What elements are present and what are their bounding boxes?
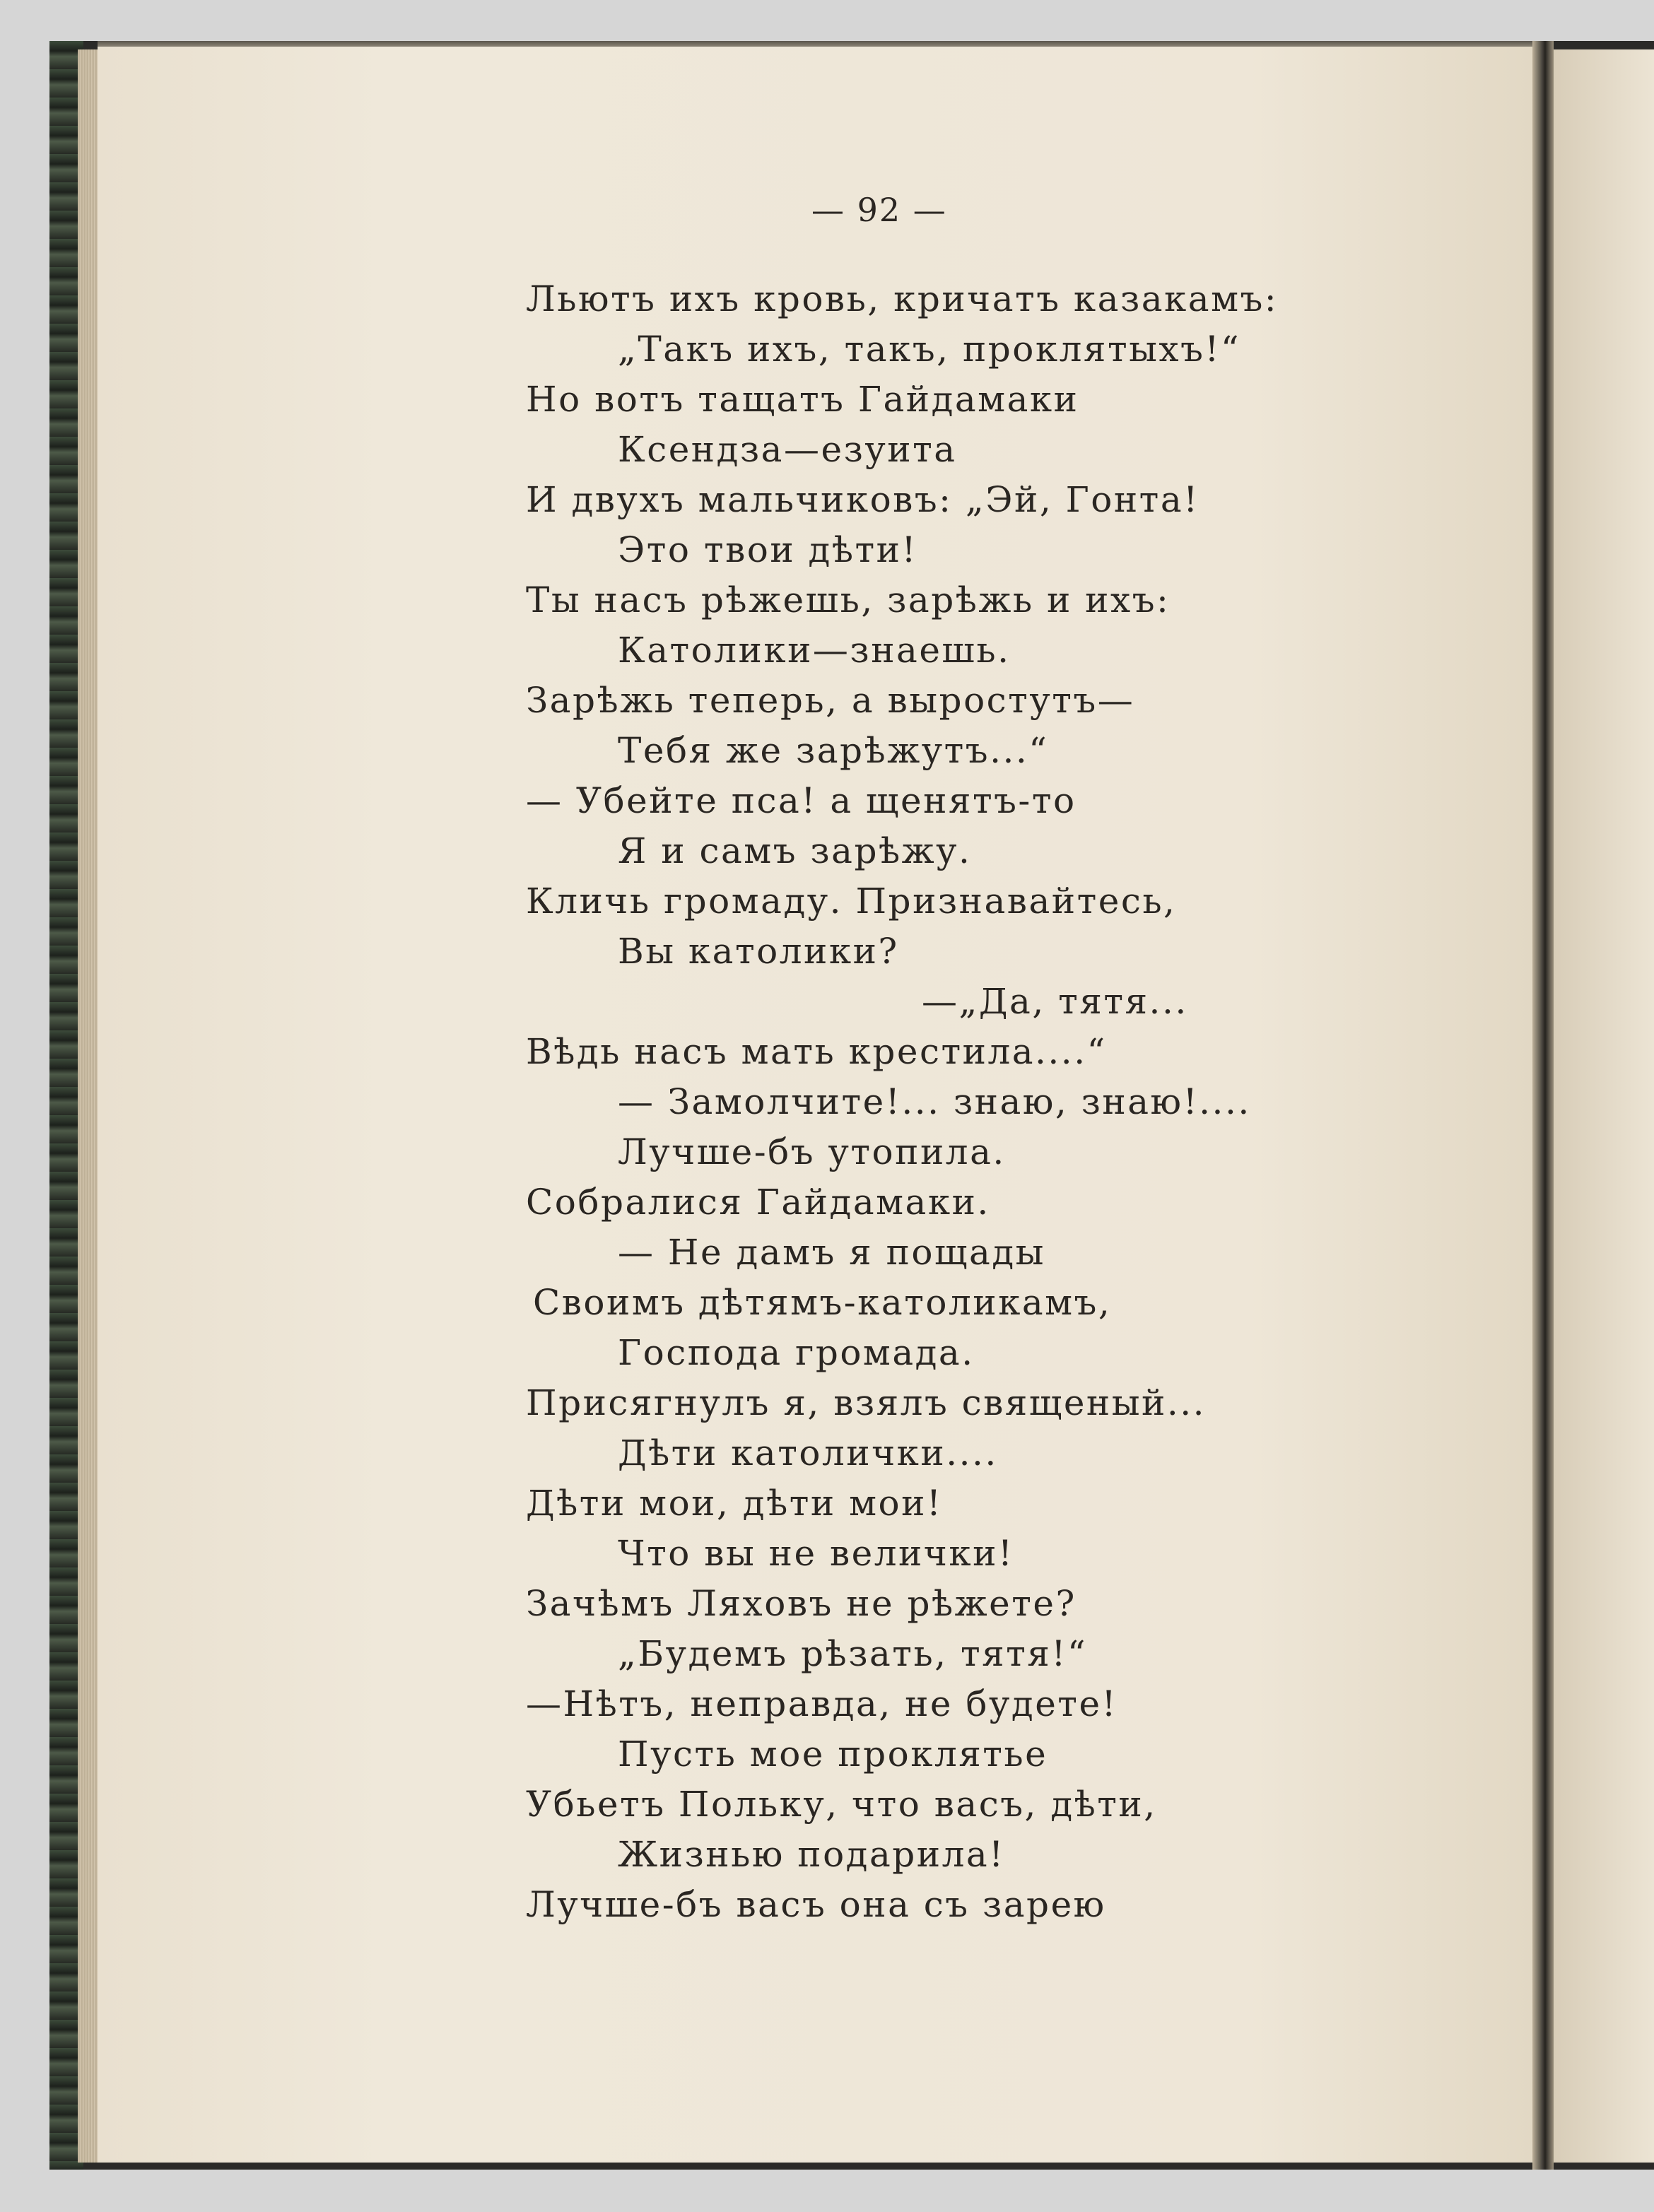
poem-line: „Такъ ихъ, такъ, проклятыхъ!“	[618, 329, 1241, 370]
poem-line: Пусть мое проклятье	[618, 1734, 1048, 1775]
poem-line: — Не дамъ я пощады	[618, 1232, 1045, 1273]
poem-line: Убьетъ Польку, что васъ, дѣти,	[526, 1784, 1157, 1825]
poem-line: — Убейте пса! а щенятъ-то	[526, 780, 1077, 821]
poem-line: —„Да, тятя...	[922, 981, 1188, 1022]
poem-line: „Будемъ рѣзать, тятя!“	[618, 1633, 1088, 1674]
poem-line: И двухъ мальчиковъ: „Эй, Гонта!	[526, 479, 1200, 520]
poem-line: —Нѣтъ, неправда, не будете!	[526, 1683, 1118, 1724]
poem-line: — Замолчите!... знаю, знаю!....	[618, 1081, 1251, 1122]
poem-line: Ксендза—езуита	[618, 429, 957, 470]
poem-line: Католики—знаешь.	[618, 630, 1011, 671]
poem-line: Я и самъ зарѣжу.	[618, 830, 972, 871]
poem-line: Что вы не велички!	[618, 1533, 1014, 1574]
poem-line: Но вотъ тащатъ Гайдамаки	[526, 379, 1079, 420]
page-number: — 92 —	[811, 191, 947, 229]
poem-line: Жизнью подарила!	[618, 1834, 1005, 1875]
page-block-edges	[78, 49, 99, 2163]
poem-line: Зарѣжь теперь, а выростутъ—	[526, 680, 1135, 721]
poem-line: Дѣти мои, дѣти мои!	[526, 1483, 943, 1524]
poem-text	[526, 274, 1278, 1930]
poem-line: Вы католики?	[618, 931, 899, 972]
poem-line: Льютъ ихъ кровь, кричатъ казакамъ:	[526, 278, 1279, 319]
poem-line: Ты насъ рѣжешь, зарѣжь и ихъ:	[526, 580, 1171, 620]
poem-line: Тебя же зарѣжутъ...“	[618, 730, 1049, 771]
poem-line: Собралися Гайдамаки.	[526, 1182, 990, 1223]
poem-line: Своимъ дѣтямъ-католикамъ,	[533, 1282, 1112, 1323]
facing-page	[1554, 49, 1654, 2163]
poem-line: Лучше-бъ утопила.	[618, 1131, 1006, 1172]
poem-line: Это твои дѣти!	[618, 529, 918, 570]
poem-line: Зачѣмъ Ляховъ не рѣжете?	[526, 1583, 1077, 1624]
poem-line: Вѣдь насъ мать крестила....“	[526, 1031, 1107, 1072]
poem-line: Дѣти католички....	[618, 1432, 998, 1473]
poem-line: Присягнулъ я, взялъ священый...	[526, 1382, 1207, 1423]
poem-line: Кличь громаду. Признавайтесь,	[526, 881, 1177, 922]
poem-line: Господа громада.	[618, 1332, 975, 1373]
book-gutter	[1532, 41, 1554, 2170]
poem-line: Лучше-бъ васъ она съ зарею	[526, 1884, 1106, 1925]
